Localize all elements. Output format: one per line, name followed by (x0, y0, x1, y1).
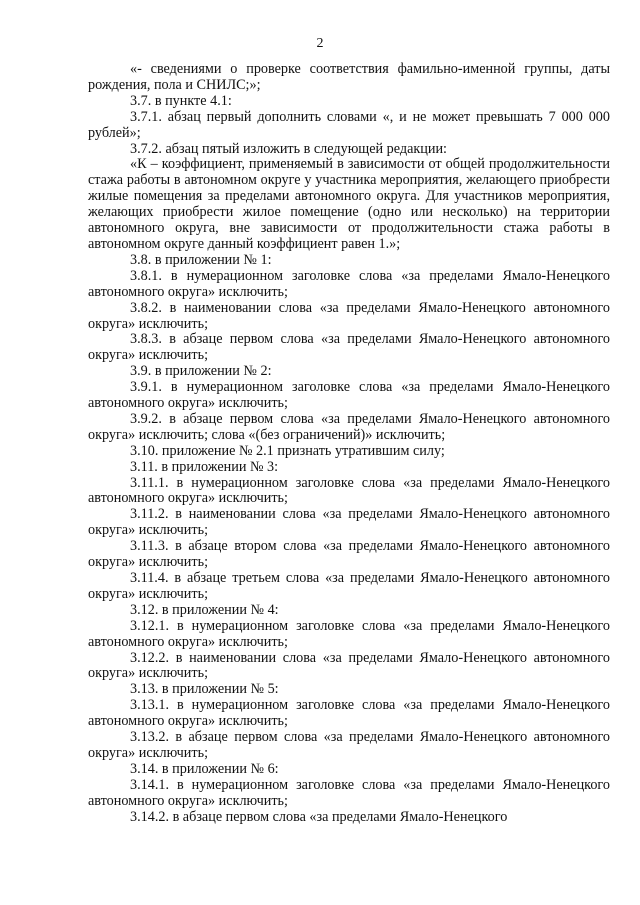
paragraph-3-8: 3.8. в приложении № 1: (130, 251, 272, 268)
paragraph-3-12-2: 3.12.2. в наименовании слова «за пределами Ямало-Ненецкого автономного округа» исключить; (88, 649, 610, 682)
paragraph-3-14: 3.14. в приложении № 6: (130, 760, 279, 777)
paragraph-3-9-1: 3.9.1. в нумерационном заголовке слова «за пределами Ямало-Ненецкого автономного округа» исключить; (88, 379, 610, 412)
paragraph-3-8-2: 3.8.2. в наименовании слова «за пределами Ямало-Ненецкого автономного округа» исключить; (88, 299, 610, 332)
paragraph-3-7: 3.7. в пункте 4.1: (130, 92, 232, 109)
paragraph-3-9-2: 3.9.2. в абзаце первом слова «за пределами Ямало-Ненецкого автономного округа» исключить; слова «(без ограничений)» исключить; (88, 410, 610, 443)
paragraph-3-13-1: 3.13.1. в нумерационном заголовке слова «за пределами Ямало-Ненецкого автономного округа» исключить; (88, 697, 610, 730)
paragraph-3-13: 3.13. в приложении № 5: (130, 681, 279, 698)
paragraph-3-9: 3.9. в приложении № 2: (130, 363, 272, 380)
paragraph-3-11: 3.11. в приложении № 3: (130, 458, 279, 475)
paragraph-coefficient-k: «К – коэффициент, применяемый в зависимости от общей продолжительности стажа работы в автономном округе у участника мероприятия, желающего приобрести жилые помещения за пределами автономного округа. Для участников мероприятия, желающих приобрести жилое помещение (одно или несколько) на территории автономного округа, вне зависимости от продолжительности стажа работы в автономном округе данный коэффициент равен 1.»; (88, 156, 610, 252)
paragraph-3-11-3: 3.11.3. в абзаце втором слова «за пределами Ямало-Ненецкого автономного округа» исключить; (88, 538, 610, 571)
paragraph-3-13-2: 3.13.2. в абзаце первом слова «за пределами Ямало-Ненецкого автономного округа» исключить; (88, 729, 610, 761)
document-body (88, 62, 610, 826)
paragraph-3-10: 3.10. приложение № 2.1 признать утратившим силу; (130, 442, 445, 459)
paragraph-quote-snils: «- сведениями о проверке соответствия фамильно-именной группы, даты рождения, пола и СНИЛС;»; (88, 61, 610, 93)
paragraph-3-14-2: 3.14.2. в абзаце первом слова «за пределами Ямало-Ненецкого (130, 808, 508, 825)
paragraph-3-12-1: 3.12.1. в нумерационном заголовке слова «за пределами Ямало-Ненецкого автономного округа» исключить; (88, 617, 610, 650)
paragraph-3-8-3: 3.8.3. в абзаце первом слова «за пределами Ямало-Ненецкого автономного округа» исключить; (88, 331, 610, 364)
paragraph-3-11-1: 3.11.1. в нумерационном заголовке слова «за пределами Ямало-Ненецкого автономного округа» исключить; (88, 474, 610, 507)
page-number: 2 (316, 36, 324, 51)
paragraph-3-14-1: 3.14.1. в нумерационном заголовке слова «за пределами Ямало-Ненецкого автономного округа» исключить; (88, 776, 610, 809)
paragraph-3-8-1: 3.8.1. в нумерационном заголовке слова «за пределами Ямало-Ненецкого автономного округа» исключить; (88, 267, 610, 300)
paragraph-3-12: 3.12. в приложении № 4: (130, 601, 279, 618)
paragraph-3-11-2: 3.11.2. в наименовании слова «за пределами Ямало-Ненецкого автономного округа» исключить; (88, 506, 610, 539)
paragraph-3-7-1: 3.7.1. абзац первый дополнить словами «, и не может превышать 7 000 000 рублей»; (88, 108, 610, 141)
paragraph-3-7-2: 3.7.2. абзац пятый изложить в следующей редакции: (130, 140, 447, 157)
paragraph-3-11-4: 3.11.4. в абзаце третьем слова «за пределами Ямало-Ненецкого автономного округа» исключить; (88, 570, 610, 602)
